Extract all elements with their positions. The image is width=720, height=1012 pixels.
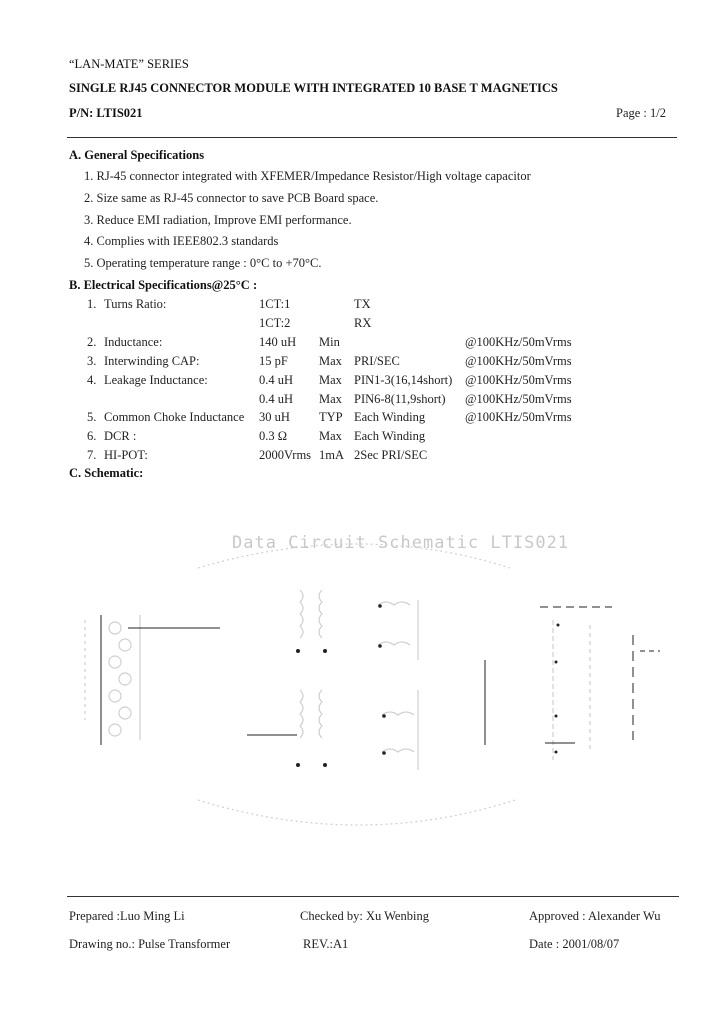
spec-cell-value: 0.3 Ω	[259, 429, 288, 443]
spec-cell-value: 1CT:2	[259, 316, 291, 330]
spec-cell-num: 7.	[87, 448, 97, 462]
approved-by: Approved : Alexander Wu	[529, 909, 661, 923]
spec-cell-param: Inductance:	[104, 335, 163, 349]
spec-cell-qual: Min	[319, 335, 340, 349]
spec-cell-cond: Each Winding	[354, 410, 426, 424]
spec-cell-num: 3.	[87, 354, 97, 368]
schematic-heading: C. Schematic:	[69, 466, 144, 480]
drawing-number: Drawing no.: Pulse Transformer	[69, 937, 231, 951]
date: Date : 2001/08/07	[529, 937, 620, 951]
spec-cell-num: 1.	[87, 297, 97, 311]
spec-cell-param: Interwinding CAP:	[104, 354, 200, 368]
spec-cell-cond: 2Sec PRI/SEC	[354, 448, 428, 462]
spec-cell-value: 30 uH	[259, 410, 290, 424]
general-heading: A. General Specifications	[69, 148, 205, 162]
spec-cell-param: HI-POT:	[104, 448, 148, 462]
spec-cell-param: DCR :	[104, 429, 137, 443]
general-item: 2. Size same as RJ-45 connector to save PCB Board space.	[84, 191, 379, 205]
general-item: 3. Reduce EMI radiation, Improve EMI performance.	[84, 213, 352, 227]
spec-cell-cond: TX	[354, 297, 371, 311]
spec-cell-qual: Max	[319, 392, 342, 406]
spec-cell-cond: Each Winding	[354, 429, 426, 443]
spec-cell-qual: TYP	[319, 410, 343, 424]
spec-cell-qual: Max	[319, 429, 342, 443]
spec-cell-num: 2.	[87, 335, 97, 349]
spec-cell-num: 4.	[87, 373, 97, 387]
spec-cell-cond: PIN1-3(16,14short)	[354, 373, 453, 387]
spec-cell-num: 6.	[87, 429, 97, 443]
spec-cell-value: 140 uH	[259, 335, 297, 349]
general-item: 5. Operating temperature range : 0°C to +70°C.	[84, 256, 322, 270]
spec-cell-freq: @100KHz/50mVrms	[465, 410, 572, 424]
footer-divider	[67, 896, 679, 897]
spec-cell-value: 1CT:1	[259, 297, 291, 311]
spec-cell-qual: Max	[319, 373, 342, 387]
page-number: Page : 1/2	[616, 106, 666, 120]
revision: REV.:A1	[303, 937, 349, 951]
spec-cell-cond: PIN6-8(11,9short)	[354, 392, 446, 406]
spec-cell-value: 15 pF	[259, 354, 288, 368]
series-title: “LAN-MATE” SERIES	[69, 57, 189, 71]
spec-cell-freq: @100KHz/50mVrms	[465, 335, 572, 349]
general-item: 4. Complies with IEEE802.3 standards	[84, 234, 279, 248]
spec-cell-freq: @100KHz/50mVrms	[465, 392, 572, 406]
checked-by: Checked by: Xu Wenbing	[300, 909, 429, 923]
spec-cell-num: 5.	[87, 410, 97, 424]
spec-cell-param: Turns Ratio:	[104, 297, 167, 311]
spec-cell-value: 2000Vrms	[259, 448, 312, 462]
spec-cell-qual: 1mA	[319, 448, 344, 462]
general-item: 1. RJ-45 connector integrated with XFEMER/Impedance Resistor/High voltage capacitor	[84, 169, 531, 183]
prepared-by: Prepared :Luo Ming Li	[69, 909, 185, 923]
spec-cell-freq: @100KHz/50mVrms	[465, 373, 572, 387]
spec-cell-value: 0.4 uH	[259, 373, 294, 387]
spec-cell-cond: RX	[354, 316, 372, 330]
spec-cell-param: Leakage Inductance:	[104, 373, 208, 387]
spec-cell-cond: PRI/SEC	[354, 354, 400, 368]
spec-cell-freq: @100KHz/50mVrms	[465, 354, 572, 368]
spec-cell-value: 0.4 uH	[259, 392, 294, 406]
document-title: SINGLE RJ45 CONNECTOR MODULE WITH INTEGRATED 10 BASE T MAGNETICS	[69, 81, 558, 95]
spec-cell-qual: Max	[319, 354, 342, 368]
part-number: P/N: LTIS021	[69, 106, 143, 120]
schematic-faint-title: Data Circuit Schematic LTIS021	[232, 533, 570, 553]
spec-cell-param: Common Choke Inductance	[104, 410, 245, 424]
electrical-heading: B. Electrical Specifications@25°C :	[69, 278, 258, 292]
